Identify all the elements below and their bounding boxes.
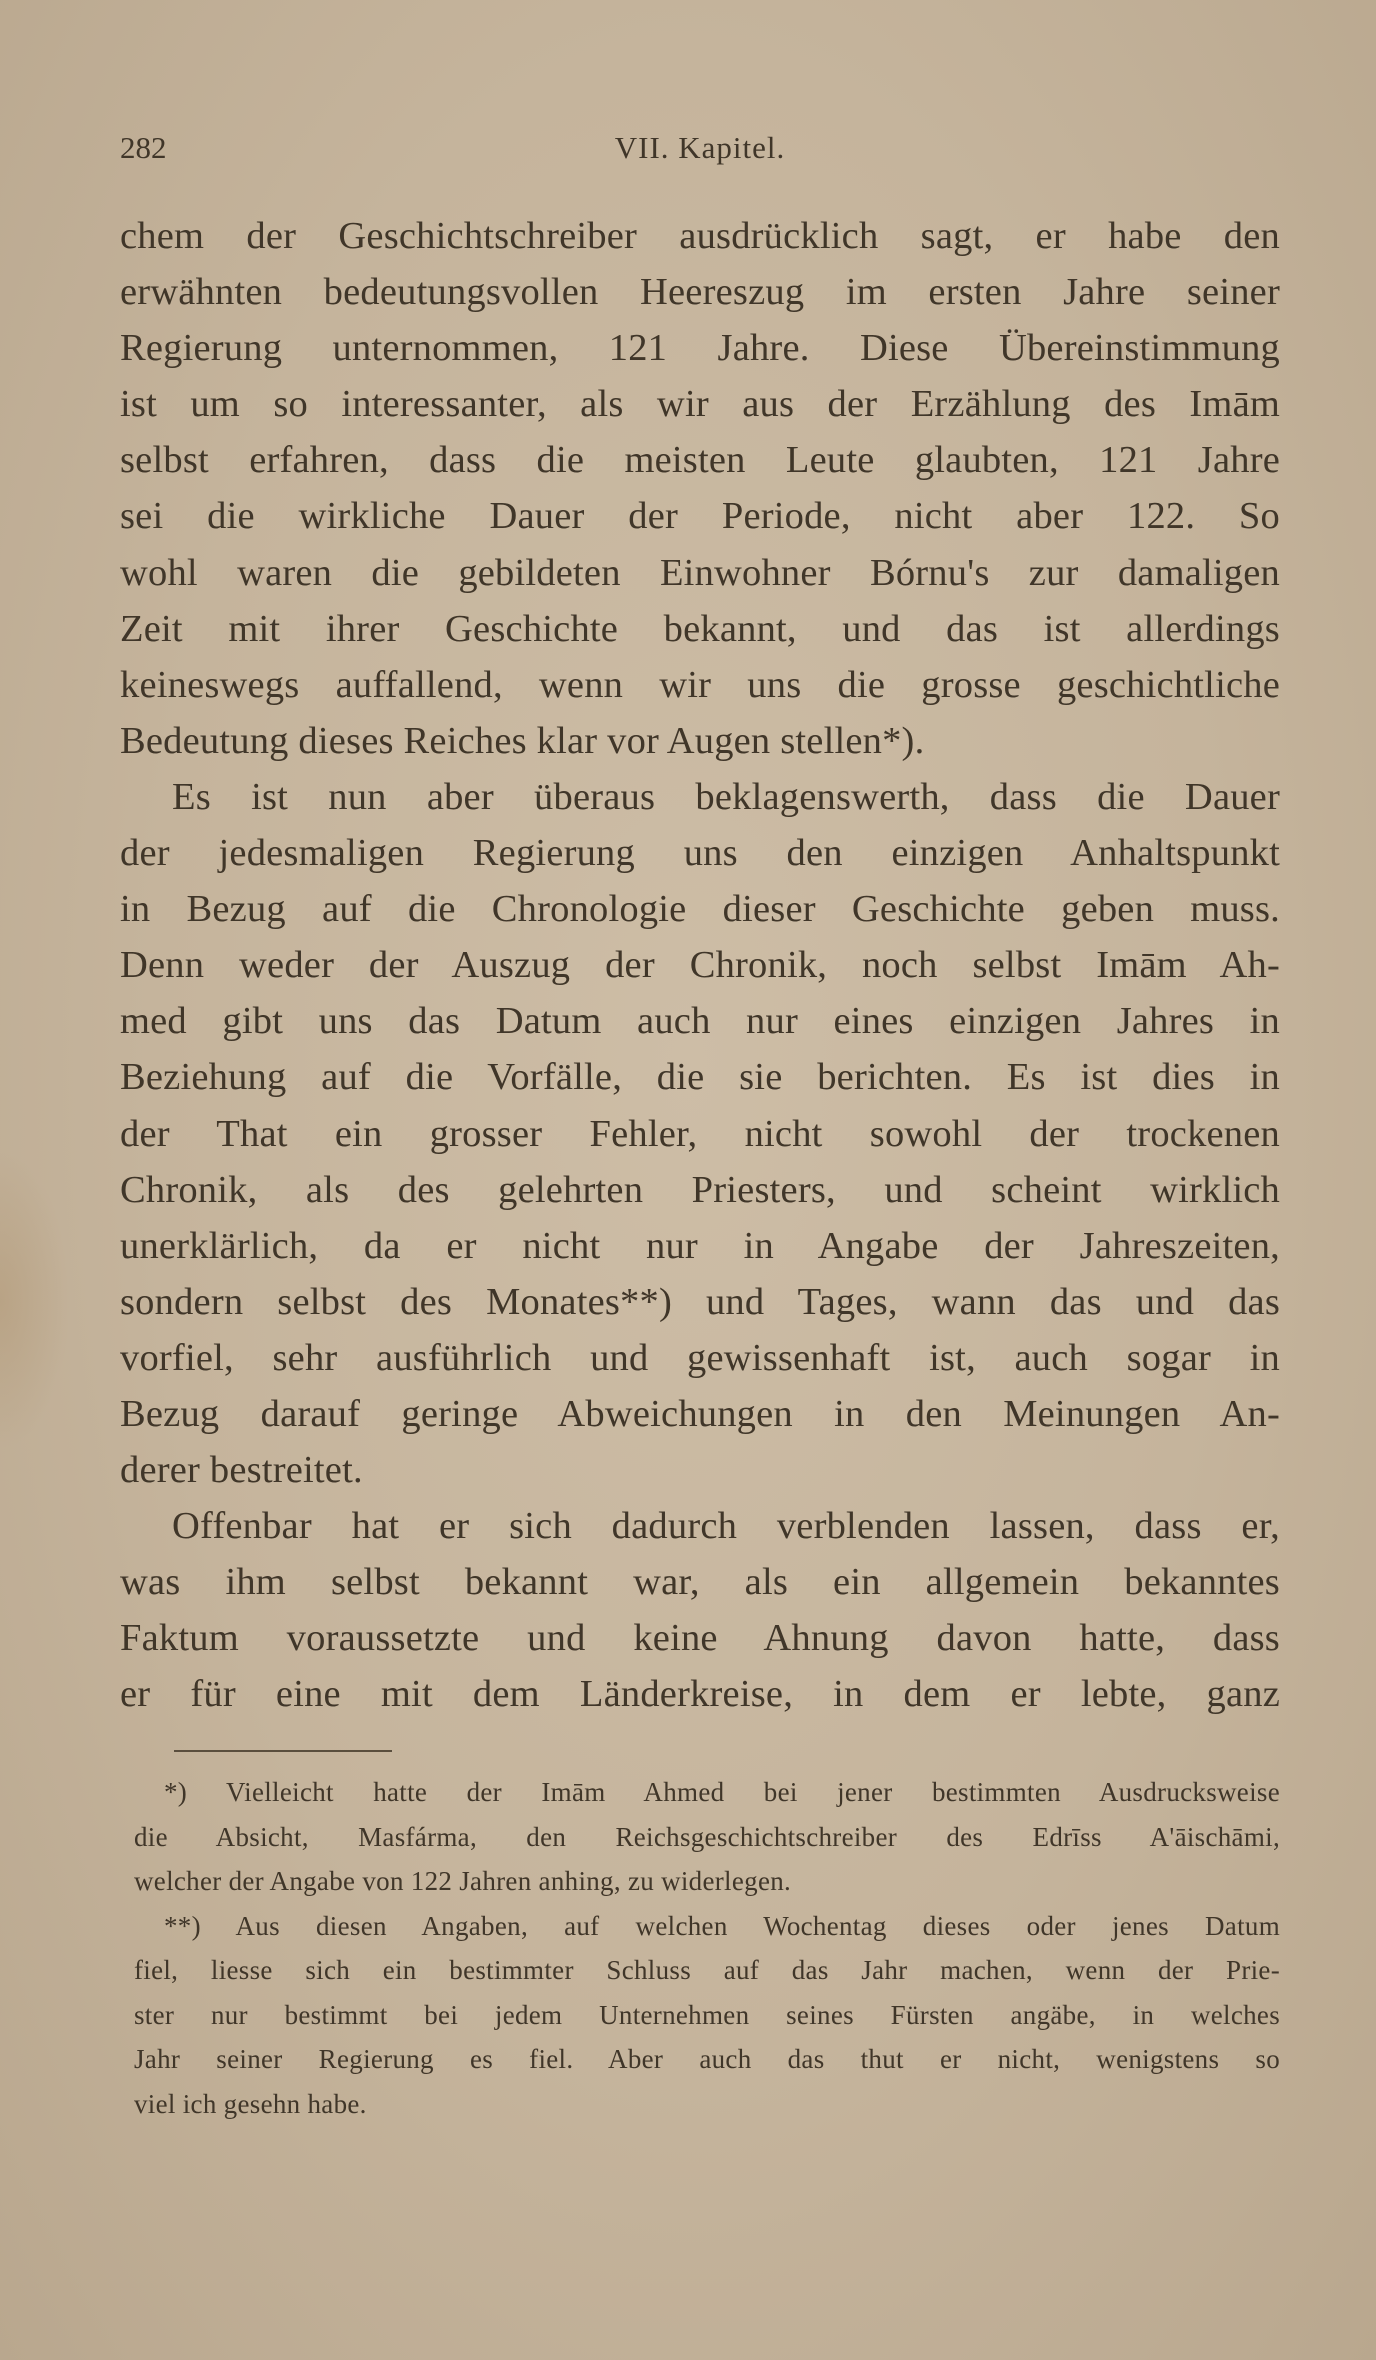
footnote-line: fiel, liesse sich ein bestimmter Schluss auf das Jahr machen, wenn der Prie- [134, 1955, 1280, 1985]
footnote-line: die Absicht, Masfárma, den Reichsgeschichtschreiber des Edrīss A'āischāmi, [134, 1821, 1280, 1852]
body-line: Zeit mit ihrer Geschichte bekannt, und das ist allerdings [120, 607, 1280, 650]
body-line: wohl waren die gebildeten Einwohner Bórnu's zur damaligen [120, 551, 1280, 594]
footnote-line: Jahr seiner Regierung es fiel. Aber auch das thut er nicht, wenigstens so [134, 2044, 1280, 2074]
page-number: 282 [120, 130, 167, 165]
footnote-rule [174, 1750, 392, 1752]
body-line: chem der Geschichtschreiber ausdrücklich sagt, er habe den [120, 215, 1280, 257]
paper-stain [0, 1150, 70, 1450]
body-line: Bedeutung dieses Reiches klar vor Augen stellen*). [120, 719, 925, 762]
body-line: med gibt uns das Datum auch nur eines einzigen Jahres in [120, 1000, 1280, 1043]
body-line: sondern selbst des Monates**) und Tages, wann das und das [120, 1280, 1280, 1323]
body-line: ist um so interessanter, als wir aus der Erzählung des Imām [120, 383, 1280, 426]
footnote-line: viel ich gesehn habe. [134, 2088, 367, 2119]
body-line: sei die wirkliche Dauer der Periode, nicht aber 122. So [120, 495, 1280, 538]
body-line: Regierung unternommen, 121 Jahre. Diese Übereinstimmung [120, 327, 1280, 370]
footnote-line: ster nur bestimmt bei jedem Unternehmen seines Fürsten angäbe, in welches [134, 1999, 1280, 2030]
body-line: selbst erfahren, dass die meisten Leute glaubten, 121 Jahre [120, 439, 1280, 482]
body-line: er für eine mit dem Länderkreise, in dem er lebte, ganz [120, 1673, 1280, 1716]
footnote-line: **) Aus diesen Angaben, auf welchen Wochentag dieses oder jenes Datum [164, 1910, 1280, 1941]
body-line: Chronik, als des gelehrten Priesters, und scheint wirklich [120, 1168, 1280, 1211]
body-line: was ihm selbst bekannt war, als ein allgemein bekanntes [120, 1561, 1280, 1604]
page-header [120, 130, 1280, 180]
body-line: Offenbar hat er sich dadurch verblenden lassen, dass er, [172, 1505, 1280, 1548]
body-line: vorfiel, sehr ausführlich und gewissenhaft ist, auch sogar in [120, 1336, 1280, 1379]
footnote-line: *) Vielleicht hatte der Imām Ahmed bei jener bestimmten Ausdrucksweise [164, 1777, 1280, 1807]
body-line: unerklärlich, da er nicht nur in Angabe der Jahreszeiten, [120, 1224, 1280, 1267]
body-line: der jedesmaligen Regierung uns den einzigen Anhaltspunkt [120, 832, 1280, 875]
running-head: VII. Kapitel. [614, 130, 786, 165]
footnotes [134, 1770, 1280, 2126]
body-line: erwähnten bedeutungsvollen Heereszug im ersten Jahre seiner [120, 271, 1280, 314]
body-line: der That ein grosser Fehler, nicht sowohl der trockenen [120, 1112, 1280, 1155]
body-text [120, 208, 1280, 1723]
body-line: Denn weder der Auszug der Chronik, noch selbst Imām Ah- [120, 944, 1280, 987]
body-line: keineswegs auffallend, wenn wir uns die grosse geschichtliche [120, 663, 1280, 706]
body-line: Es ist nun aber überaus beklagenswerth, dass die Dauer [172, 775, 1280, 818]
body-line: Faktum voraussetzte und keine Ahnung davon hatte, dass [120, 1617, 1280, 1660]
body-line: Bezug darauf geringe Abweichungen in den Meinungen An- [120, 1392, 1280, 1435]
body-line: in Bezug auf die Chronologie dieser Geschichte geben muss. [120, 888, 1280, 931]
body-line: derer bestreitet. [120, 1449, 363, 1492]
body-line: Beziehung auf die Vorfälle, die sie berichten. Es ist dies in [120, 1056, 1280, 1099]
footnote-line: welcher der Angabe von 122 Jahren anhing, zu widerlegen. [134, 1866, 792, 1896]
